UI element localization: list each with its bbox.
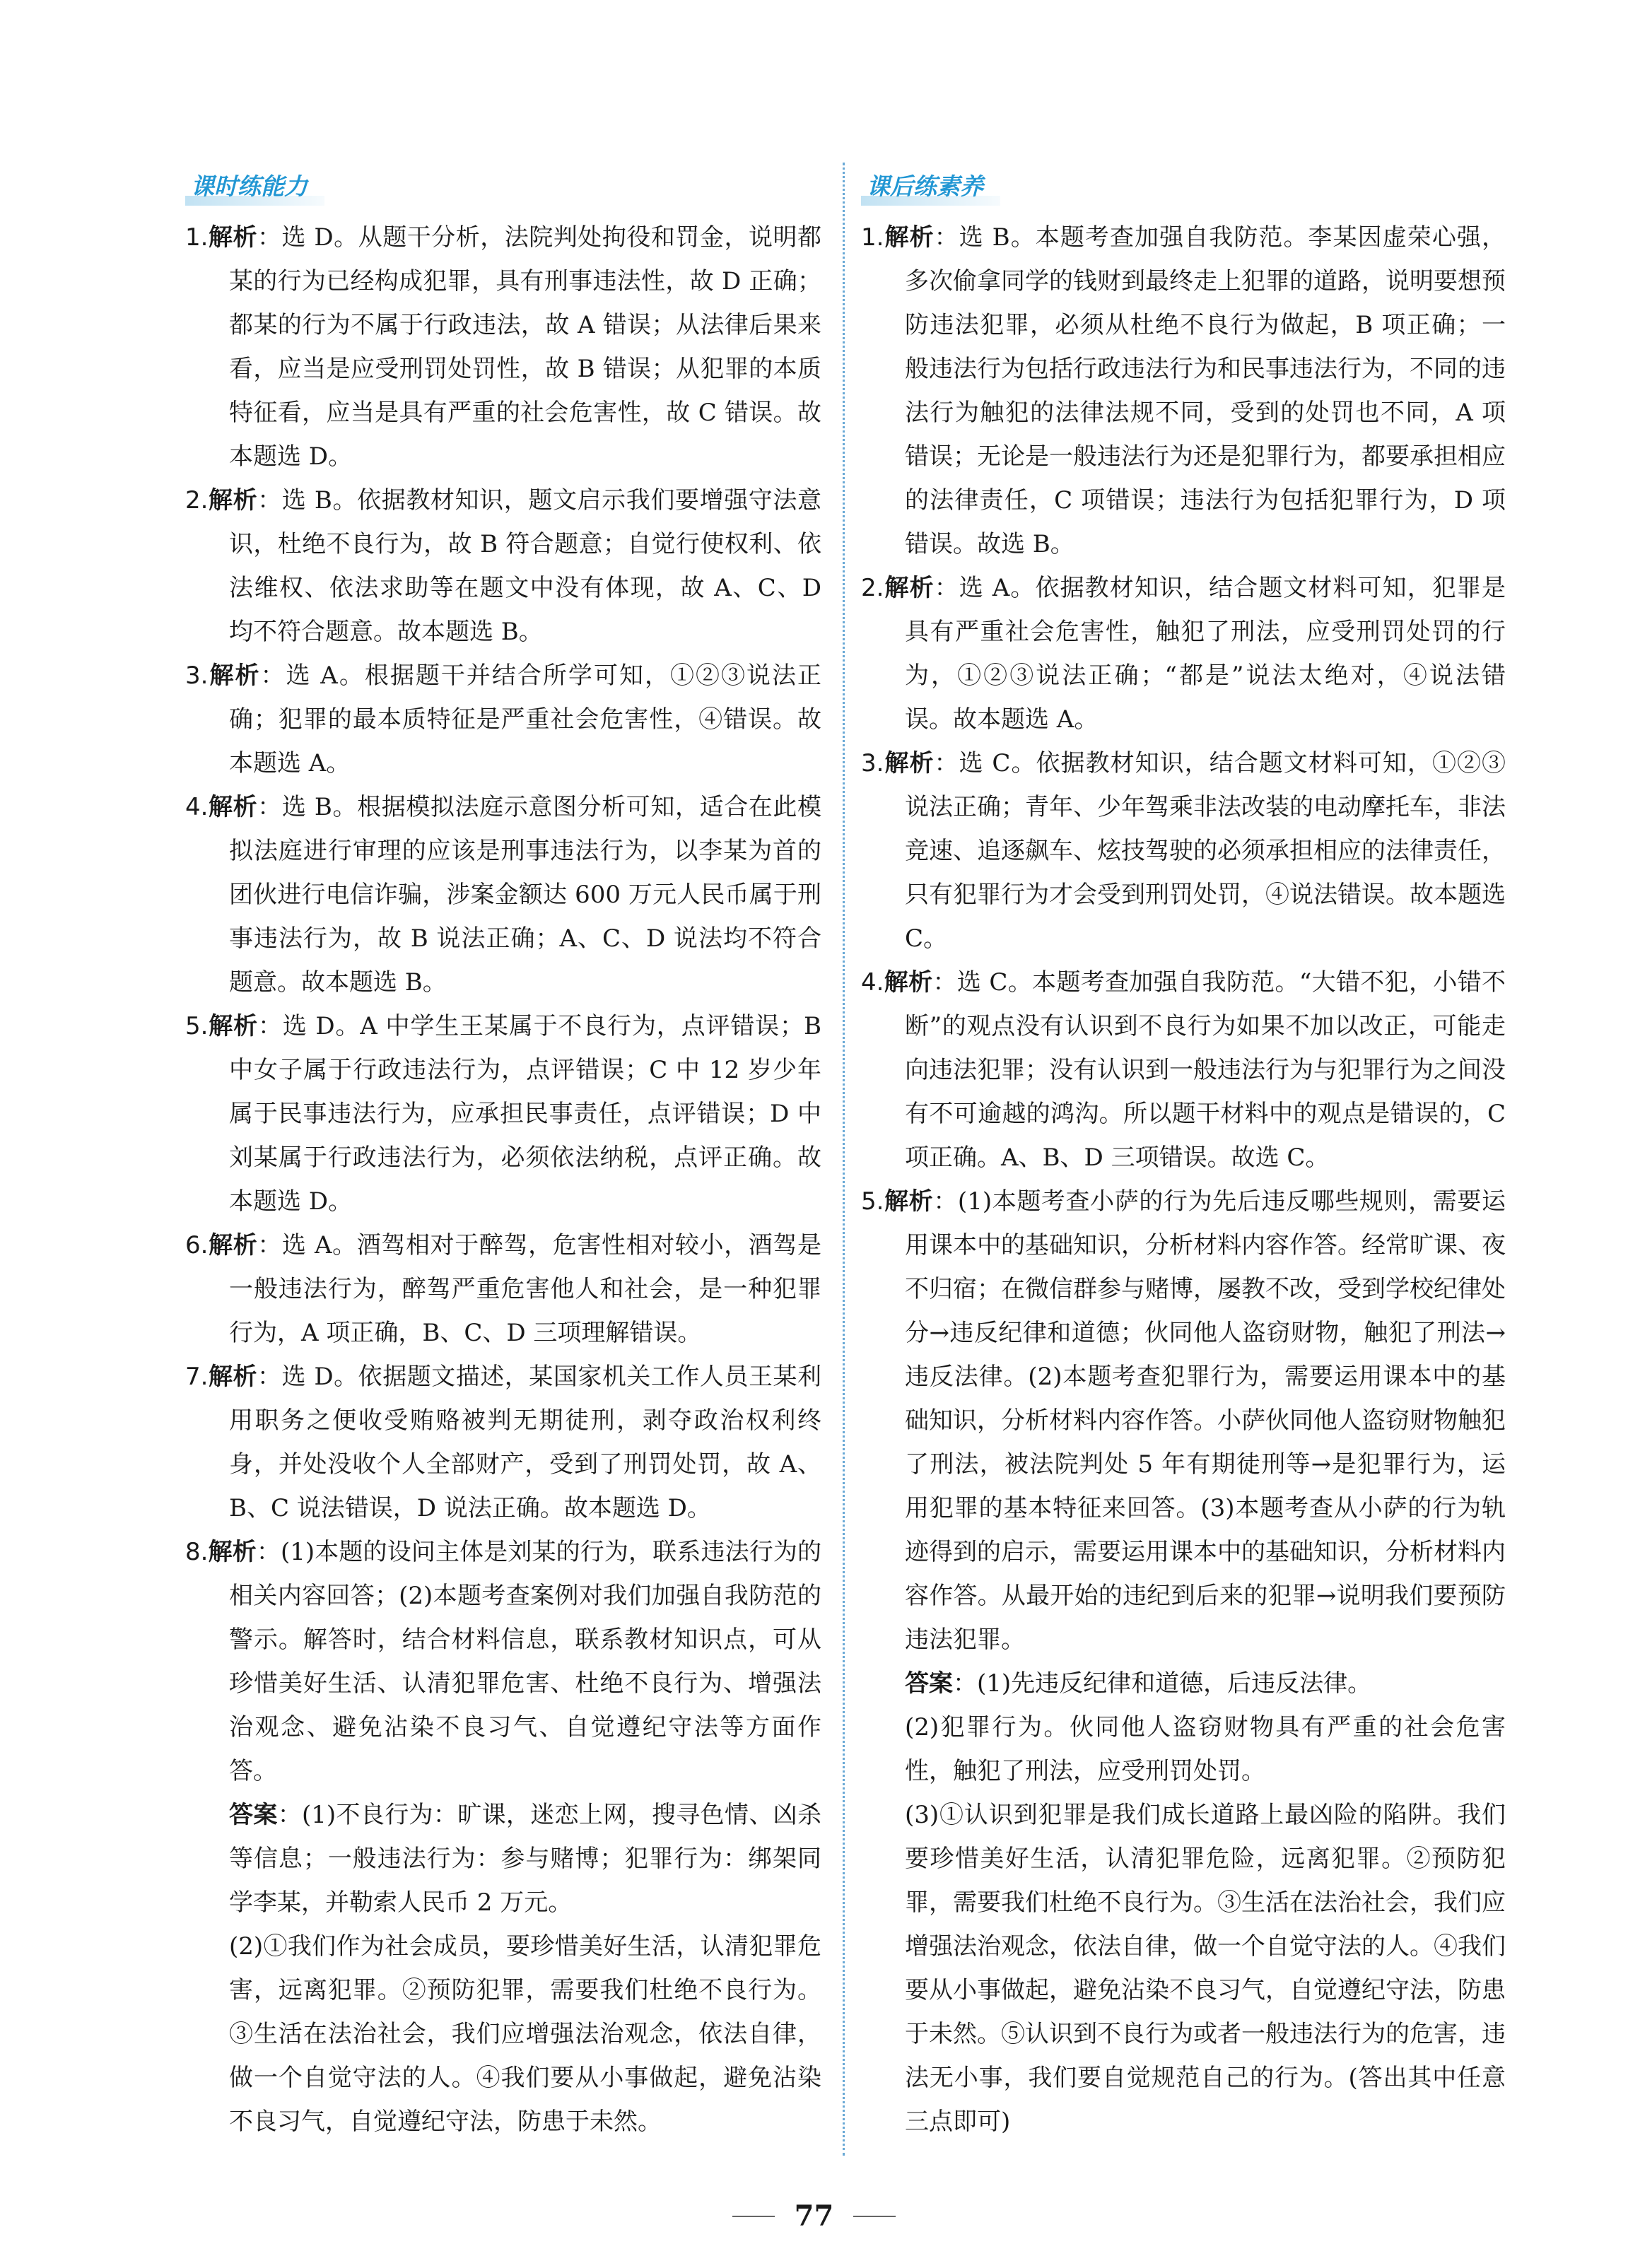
left-item-2 [185,478,821,654]
left-item-4 [185,785,821,1004]
item-number: 2. [185,486,209,515]
right-item-5 [861,1180,1506,1662]
left-item-5 [185,1004,821,1223]
item-keyword: 解析 [884,968,933,997]
column-divider [843,163,845,2156]
right-section-title: 课后练素养 [861,168,983,206]
item-number: 6. [185,1231,209,1259]
item-keyword: 解析 [208,1538,257,1566]
right-answer-3 [861,1793,1506,2144]
right-answer-2 [861,1705,1506,1793]
item-text: ：选 B。本题考查加强自我防范。李某因虚荣心强，多次偷拿同学的钱财到最终走上犯罪的道路，说明要想预防违法犯罪，必须从杜绝不良行为做起，B 项正确；一般违法行为包括行政违法行为和民事违法行为，不同的违法行为触犯的法律法规不同，受到的处罚也不同，A 项错误；无论是一般违法行为还是犯罪行为，都要承担相应的法律责任，C 项错误；违法行为包括犯罪行为，D 项错误。故选 B。 [905,223,1506,558]
left-item-1 [185,216,821,478]
footer-rule-right [853,2216,896,2217]
answer-text: (2)犯罪行为。伙同他人盗窃财物具有严重的社会危害性，触犯了刑法，应受刑罚处罚。 [905,1713,1506,1785]
item-text: ：(1)本题考查小萨的行为先后违反哪些规则，需要运用课本中的基础知识，分析材料内容作答。经常旷课、夜不归宿；在微信群参与赌博，屡教不改，受到学校纪律处分→违反纪律和道德；伙同他人盗窃财物，触犯了刑法→违反法律。(2)本题考查犯罪行为，需要运用课本中的基础知识，分析材料内容作答。小萨伙同他人盗窃财物触犯了刑法，被法院判处 5 年有期徒刑等→是犯罪行为，运用犯罪的基本特征来回答。(3)本题考查从小萨的行为轨迹得到的启示，需要运用课本中的基础知识，分析材料内容作答。从最开始的违纪到后来的犯罪→说明我们要预防违法犯罪。 [905,1187,1506,1654]
item-number: 2. [861,574,884,602]
item-text: ：选 C。依据教材知识，结合题文材料可知，①②③说法正确；青年、少年驾乘非法改装的电动摩托车，非法竞速、追逐飙车、炫技驾驶的必须承担相应的法律责任，只有犯罪行为才会受到刑罚处罚，④说法错误。故本题选 C。 [905,749,1506,953]
answer-text: (3)①认识到犯罪是我们成长道路上最凶险的陷阱。我们要珍惜美好生活，认清犯罪危险，远离犯罪。②预防犯罪，需要我们杜绝不良行为。③生活在法治社会，我们应增强法治观念，依法自律，做一个自觉守法的人。④我们要从小事做起，避免沾染不良习气，自觉遵纪守法，防患于未然。⑤认识到不良行为或者一般违法行为的危害，违法无小事，我们要自觉规范自己的行为。(答出其中任意三点即可) [905,1801,1506,2136]
right-item-3 [861,741,1506,960]
left-item-6 [185,1223,821,1355]
item-keyword: 解析 [208,1231,258,1259]
item-text: ：选 A。酒驾相对于醉驾，危害性相对较小，酒驾是一般违法行为，醉驾严重危害他人和社会，是一种犯罪行为，A 项正确，B、C、D 三项理解错误。 [229,1231,821,1347]
left-item-8 [185,1530,821,1793]
right-item-1 [861,216,1506,566]
item-text: ：选 D。依据题文描述，某国家机关工作人员王某利用职务之便收受贿赂被判无期徒刑，剥夺政治权利终身，并处没收个人全部财产，受到了刑罚处罚，故 A、B、C 说法错误，D 说法正确。故本题选 D。 [229,1363,821,1522]
right-answer-1 [861,1662,1506,1705]
item-number: 4. [861,968,884,997]
item-number: 7. [185,1363,209,1391]
item-keyword: 解析 [208,793,258,821]
answer-keyword: 答案 [905,1669,953,1698]
answer-text: (2)①我们作为社会成员，要珍惜美好生活，认清犯罪危害，远离犯罪。②预防犯罪，需要我们杜绝不良行为。③生活在法治社会，我们应增强法治观念，依法自律，做一个自觉守法的人。④我们要从小事做起，避免沾染不良习气，自觉遵纪守法，防患于未然。 [229,1932,821,2136]
item-number: 3. [861,749,884,777]
left-item-7 [185,1355,821,1530]
left-item-3 [185,654,821,785]
page-footer [0,2199,1628,2233]
right-item-4 [861,960,1506,1180]
item-text: ：选 A。依据教材知识，结合题文材料可知，犯罪是具有严重社会危害性，触犯了刑法，应受刑罚处罚的行为，①②③说法正确；“都是”说法太绝对，④说法错误。故本题选 A。 [905,574,1506,734]
item-text: ：选 D。A 中学生王某属于不良行为，点评错误；B 中女子属于行政违法行为，点评错误；C 中 12 岁少年属于民事违法行为，应承担民事责任，点评错误；D 中刘某属于行政违法行为，必须依法纳税，点评正确。故本题选 D。 [229,1012,822,1216]
item-number: 4. [185,793,209,821]
item-number: 1. [185,223,209,252]
item-text: ：选 C。本题考查加强自我防范。“大错不犯，小错不断”的观点没有认识到不良行为如果不加以改正，可能走向违法犯罪；没有认识到一般违法行为与犯罪行为之间没有不可逾越的鸿沟。所以题干材料中的观点是错误的，C 项正确。A、B、D 三项错误。故选 C。 [905,968,1506,1172]
item-keyword: 解析 [208,1012,258,1040]
footer-rule-left [732,2216,775,2217]
left-answer-2 [185,1925,821,2144]
left-section-title: 课时练能力 [185,168,308,206]
left-answer-1 [185,1793,821,1925]
item-text: ：(1)本题的设问主体是刘某的行为，联系违法行为的相关内容回答；(2)本题考查案例对我们加强自我防范的警示。解答时，结合材料信息，联系教材知识点，可从珍惜美好生活、认清犯罪危害、杜绝不良行为、增强法治观念、避免沾染不良习气、自觉遵纪守法等方面作答。 [229,1538,821,1785]
right-item-2 [861,566,1506,741]
item-keyword: 解析 [884,749,935,777]
item-number: 5. [185,1012,209,1040]
item-keyword: 解析 [208,662,261,690]
item-text: ：选 D。从题干分析，法院判处拘役和罚金，说明都某的行为已经构成犯罪，具有刑事违法性，故 D 正确；都某的行为不属于行政违法，故 A 错误；从法律后果来看，应当是应受刑罚处罚性，故 B 错误；从犯罪的本质特征看，应当是具有严重的社会危害性，故 C 错误。故本题选 D。 [229,223,821,471]
item-keyword: 解析 [208,223,258,252]
item-keyword: 解析 [884,574,935,602]
item-text: ：选 A。根据题干并结合所学可知，①②③说法正确；犯罪的最本质特征是严重社会危害性，④错误。故本题选 A。 [229,662,821,777]
page-number: 77 [794,2199,834,2233]
answer-text: ：(1)先违反纪律和道德，后违反法律。 [953,1669,1372,1698]
item-number: 1. [861,223,884,252]
item-number: 3. [185,662,209,690]
item-keyword: 解析 [884,223,935,252]
item-keyword: 解析 [208,1363,258,1391]
left-column [185,168,821,2144]
item-text: ：选 B。依据教材知识，题文启示我们要增强守法意识，杜绝不良行为，故 B 符合题意；自觉行使权利、依法维权、依法求助等在题文中没有体现，故 A、C、D 均不符合题意。故本题选 B。 [229,486,822,646]
item-text: ：选 B。根据模拟法庭示意图分析可知，适合在此模拟法庭进行审理的应该是刑事违法行为，以李某为首的团伙进行电信诈骗，涉案金额达 600 万元人民币属于刑事违法行为，故 B 说法正确；A、C、D 说法均不符合题意。故本题选 B。 [229,793,822,997]
item-number: 8. [185,1538,209,1566]
answer-keyword: 答案 [229,1801,278,1829]
item-keyword: 解析 [208,486,258,515]
item-number: 5. [861,1187,884,1216]
answer-text: ：(1)不良行为：旷课，迷恋上网，搜寻色情、凶杀等信息；一般违法行为：参与赌博；犯罪行为：绑架同学李某，并勒索人民币 2 万元。 [229,1801,821,1917]
right-column [861,168,1506,2144]
item-keyword: 解析 [884,1187,934,1216]
